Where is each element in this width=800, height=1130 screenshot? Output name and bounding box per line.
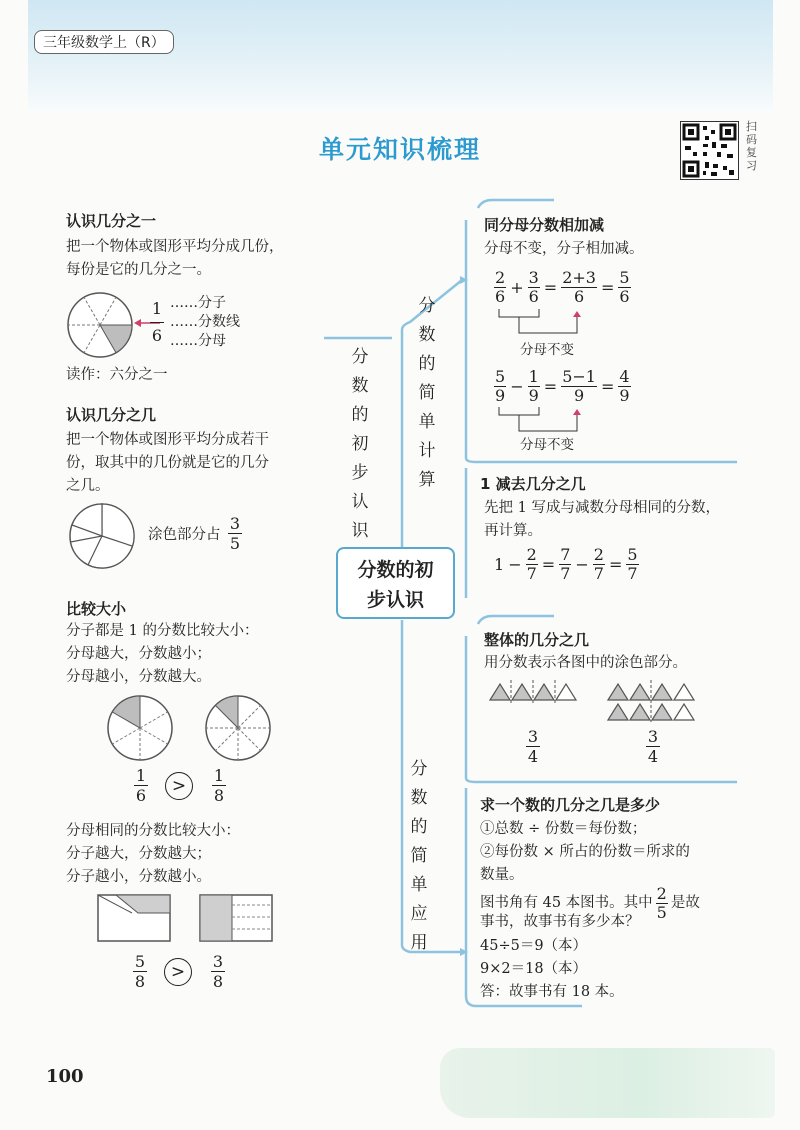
qr-caption: 扫码复习 <box>746 120 757 172</box>
fraction-numerator: 3 <box>212 952 224 971</box>
fraction-denominator: 4 <box>647 747 659 766</box>
center-node-line2: 步认识 <box>366 589 424 611</box>
equation-one-minus: 1 − $\frac{2}{7}$ = $\frac{7}{7}$ − $\frac{2}{7}$ = $\frac{5}{7}$ <box>494 545 638 583</box>
fraction-numerator: 3 <box>229 514 241 533</box>
s1-text-line1: 把一个物体或图形平均分成几份， <box>66 239 284 255</box>
fraction-denominator: 5 <box>229 534 241 553</box>
compare-symbol-2: > <box>164 958 192 986</box>
fraction-numerator: 1 <box>151 299 163 318</box>
whole-fraction-task: 用分数表示各图中的涂色部分。 <box>484 655 687 671</box>
fraction-denominator: 8 <box>134 972 146 991</box>
triangles-diagram <box>488 680 738 722</box>
fraction-denominator: 8 <box>213 786 225 805</box>
answer-text: 答：故事书有 18 本。 <box>480 984 624 1000</box>
label-numerator: ……分子 <box>170 295 226 311</box>
label-denominator: ……分母 <box>170 333 226 349</box>
fraction-denominator: 6 <box>150 322 164 349</box>
one-minus-rule1: 先把 1 写成与减数分母相同的分数， <box>484 500 720 516</box>
compare-rule1b: 分母越小，分数越大。 <box>66 669 211 685</box>
fraction-one-sixth <box>150 296 164 349</box>
circles-sixth-eighth-diagram <box>106 692 274 764</box>
branch-label-simple-calculation: 分 数 的 简 单 计 算 <box>418 296 436 490</box>
mind-map-center-node <box>336 547 455 619</box>
word-problem-line1: 图书角有 45 本图书。其中 $\frac{2}{5}$ 是故 <box>480 884 700 922</box>
fraction-numerator: 3 <box>647 727 659 746</box>
s1-text-line2: 每份是它的几分之一。 <box>66 262 211 278</box>
heading-whole-fraction: 整体的几分之几 <box>484 631 590 649</box>
shaded-part-label: 涂色部分占 <box>148 527 221 543</box>
rectangles-eighths-diagram <box>96 893 274 943</box>
section-heading-one-part: 认识几分之一 <box>66 212 157 230</box>
s2-text-line2: 份，取其中的几份就是它的几分 <box>66 455 269 471</box>
compare-rule2b: 分子越小，分数越小。 <box>66 869 211 885</box>
header-banner <box>28 0 773 110</box>
compare-rule2a: 分子越大，分数越大； <box>66 846 211 862</box>
heading-one-minus: 1 减去几分之几 <box>480 475 586 493</box>
equation-add: $\frac{2}{6}$ + $\frac{3}{6}$ = $\frac{2+3}{6}$ = $\frac{5}{6}$ <box>495 268 630 306</box>
fraction-five-eighths <box>133 952 147 991</box>
label-fraction-line: ……分数线 <box>170 314 240 330</box>
fraction-numerator: 1 <box>213 766 225 785</box>
page-title: 单元知识梳理 <box>318 135 481 164</box>
rule-step2-cont: 数量。 <box>480 867 524 883</box>
heading-same-denominator: 同分母分数相加减 <box>484 216 605 234</box>
circle-one-sixth-diagram <box>64 289 136 361</box>
compare-rule1: 分子都是 1 的分数比较大小： <box>66 623 259 639</box>
fraction-denominator: 4 <box>527 747 539 766</box>
note-denominator-unchanged-2: 分母不变 <box>520 437 574 453</box>
fraction-denominator: 8 <box>212 972 224 991</box>
fraction-numerator: 5 <box>134 952 146 971</box>
fraction-three-quarters-a <box>526 727 540 766</box>
read-as-text: 读作：六分之一 <box>66 367 168 383</box>
fraction-numerator: 1 <box>135 766 147 785</box>
note-denominator-unchanged-1: 分母不变 <box>520 342 574 358</box>
qr-code-icon[interactable] <box>680 121 739 180</box>
book-tag: 三年级数学上（R） <box>34 30 174 54</box>
same-denominator-rule: 分母不变，分子相加减。 <box>484 241 644 257</box>
branch-label-initial-understanding: 分 数 的 初 步 认 识 <box>351 347 369 541</box>
page-number: 100 <box>46 1066 84 1087</box>
fraction-one-eighth-compare <box>212 766 226 805</box>
bracket-denominator-unchanged-1 <box>495 309 595 339</box>
s2-text-line1: 把一个物体或图形平均分成若干 <box>66 432 269 448</box>
branch-label-simple-application: 分 数 的 简 单 应 用 <box>410 759 428 953</box>
fraction-numerator: 3 <box>527 727 539 746</box>
fraction-three-eighths <box>211 952 225 991</box>
footer-decoration <box>440 1048 775 1118</box>
compare-rule1a: 分母越大，分数越小； <box>66 646 211 662</box>
equation-subtract: $\frac{5}{9}$ − $\frac{1}{9}$ = $\frac{5-1}{9}$ = $\frac{4}{9}$ <box>495 367 630 405</box>
s2-text-line3: 之几。 <box>66 478 110 494</box>
rule-step1: ①总数 ÷ 份数＝每份数； <box>480 821 647 837</box>
rule-step2: ②每份数 × 所占的份数＝所求的 <box>480 844 690 860</box>
fraction-three-quarters-b <box>646 727 660 766</box>
circle-three-fifths-diagram <box>66 500 138 572</box>
section-heading-compare: 比较大小 <box>66 600 127 618</box>
compare-symbol-1: > <box>165 772 193 800</box>
section-heading-several-parts: 认识几分之几 <box>66 406 157 424</box>
center-node-line1: 分数的初 <box>357 559 434 581</box>
word-problem-line2: 事书，故事书有多少本？ <box>480 914 640 930</box>
fraction-three-fifths <box>228 514 242 553</box>
fraction-parts-labels <box>170 294 240 351</box>
heading-fraction-of-number: 求一个数的几分之几是多少 <box>480 796 661 814</box>
compare-rule2: 分母相同的分数比较大小： <box>66 823 240 839</box>
fraction-denominator: 6 <box>135 786 147 805</box>
calc-step2: 9×2＝18（本） <box>480 961 588 977</box>
calc-step1: 45÷5＝9（本） <box>480 938 588 954</box>
fraction-one-sixth-compare <box>134 766 148 805</box>
one-minus-rule2: 再计算。 <box>484 523 542 539</box>
